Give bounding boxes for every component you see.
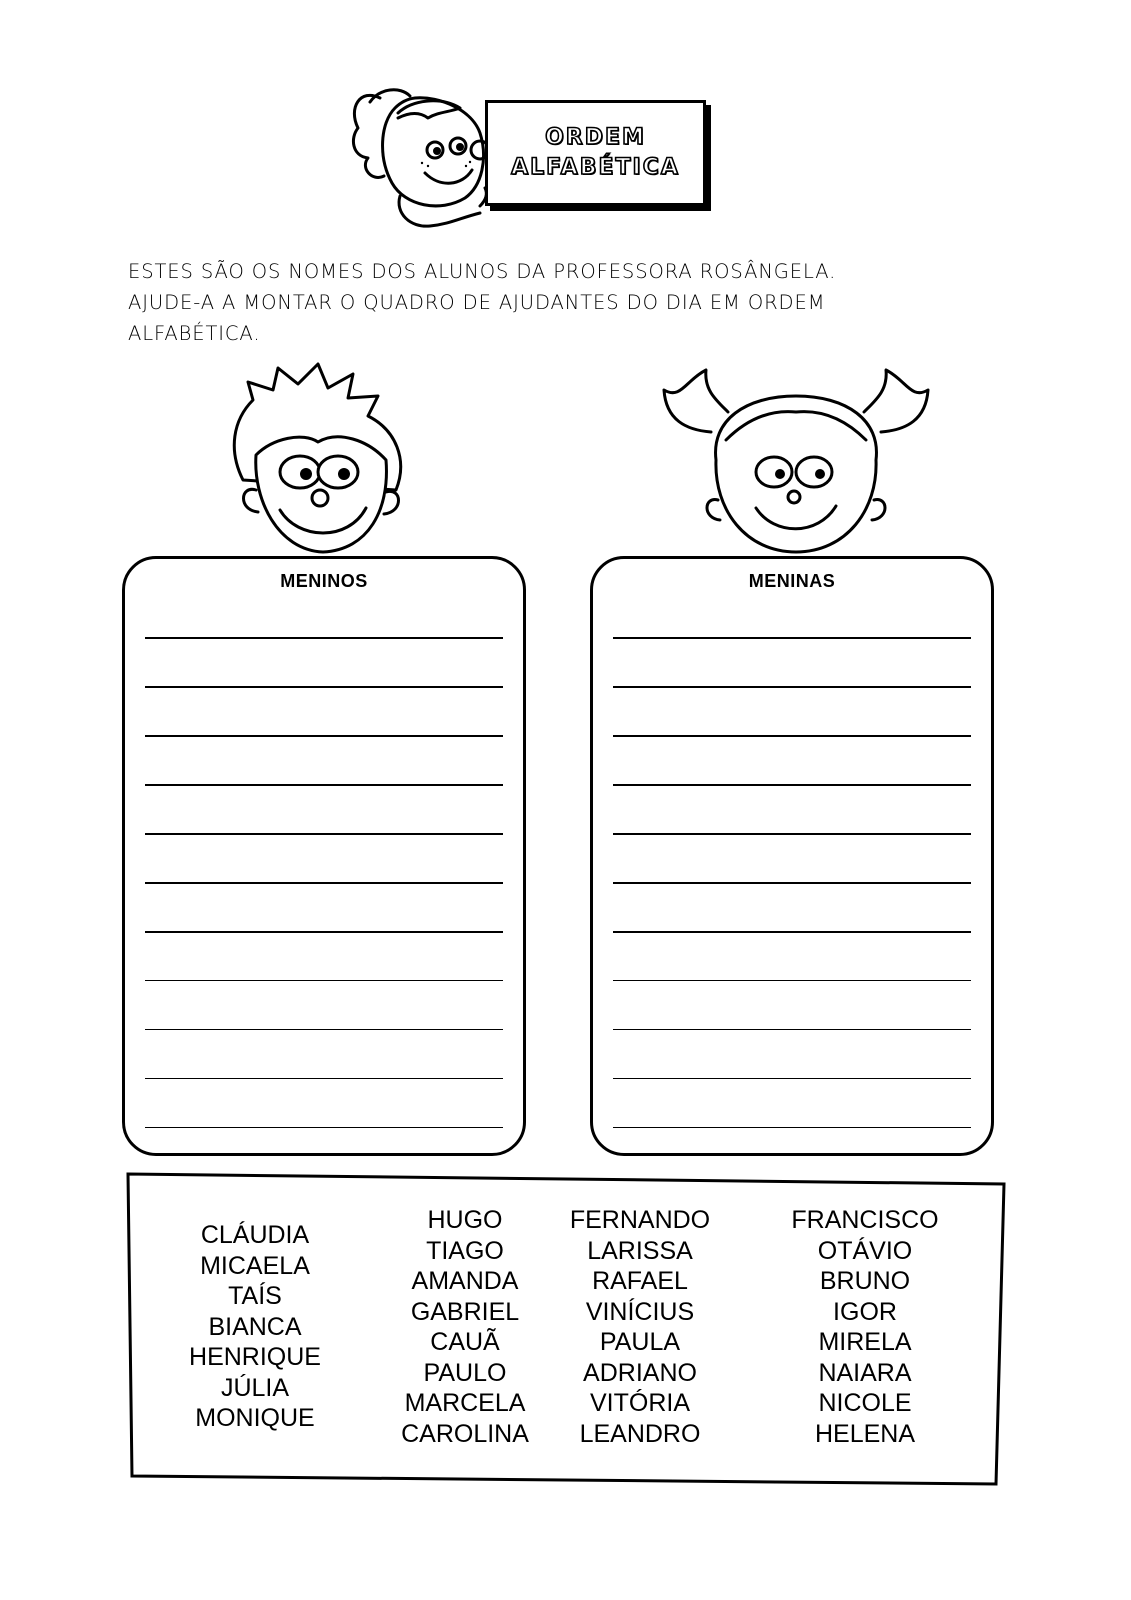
student-name: HUGO — [427, 1206, 503, 1234]
girl-face-illustration — [656, 360, 936, 560]
names-column-3 — [550, 1205, 730, 1449]
title-sign — [485, 100, 706, 206]
writing-line[interactable] — [613, 686, 971, 688]
names-column-1 — [160, 1220, 350, 1434]
student-name: IGOR — [833, 1297, 897, 1326]
student-name: CLÁUDIA — [200, 1221, 310, 1249]
student-name: TIAGO — [426, 1236, 504, 1265]
girls-title: MENINAS — [748, 571, 836, 591]
student-name: MONIQUE — [195, 1404, 315, 1432]
writing-line[interactable] — [613, 882, 971, 884]
girls-writing-lines — [613, 637, 971, 1176]
student-name: TAÍS — [228, 1282, 282, 1310]
student-name: RAFAEL — [592, 1267, 688, 1295]
student-name: ADRIANO — [583, 1358, 697, 1387]
title-line-2: ALFABÉTICA — [511, 155, 680, 180]
writing-line[interactable] — [613, 833, 971, 835]
instruction-line: ESTES SÃO OS NOMES DOS ALUNOS DA PROFESSORA ROSÂNGELA. — [128, 260, 837, 283]
student-name: FRANCISCO — [791, 1206, 939, 1234]
student-name: VITÓRIA — [589, 1389, 690, 1417]
student-name: FERNANDO — [569, 1206, 711, 1234]
student-name: PAULO — [423, 1358, 507, 1387]
writing-line[interactable] — [145, 1029, 503, 1031]
student-name: MARCELA — [404, 1389, 526, 1417]
student-name: MIRELA — [818, 1328, 912, 1356]
instructions — [128, 256, 1008, 349]
names-column-4 — [765, 1205, 965, 1449]
writing-line[interactable] — [145, 1078, 503, 1080]
writing-line[interactable] — [145, 784, 503, 786]
writing-line[interactable] — [145, 931, 503, 933]
writing-line[interactable] — [613, 931, 971, 933]
boy-face-illustration — [218, 360, 418, 560]
student-name: OTÁVIO — [817, 1236, 913, 1265]
writing-line[interactable] — [613, 1127, 971, 1129]
student-name: VINÍCIUS — [585, 1297, 695, 1326]
writing-line[interactable] — [145, 882, 503, 884]
writing-line[interactable] — [613, 637, 971, 639]
student-name: HELENA — [814, 1419, 916, 1448]
title-line-1: ORDEM — [545, 125, 646, 150]
names-box — [120, 1170, 1010, 1490]
student-name: PAULA — [599, 1328, 681, 1356]
writing-line[interactable] — [145, 637, 503, 639]
girls-list-card — [590, 556, 994, 1156]
student-name: LARISSA — [587, 1236, 693, 1265]
boys-writing-lines — [145, 637, 503, 1176]
writing-line[interactable] — [145, 1127, 503, 1129]
writing-line[interactable] — [613, 1078, 971, 1080]
student-name: BRUNO — [819, 1267, 911, 1295]
student-name: CAUÃ — [430, 1328, 500, 1356]
student-name: LEANDRO — [579, 1419, 701, 1448]
writing-line[interactable] — [613, 735, 971, 737]
student-name: BIANCA — [208, 1312, 302, 1341]
student-name: CAROLINA — [401, 1419, 529, 1448]
student-name: NAIARA — [818, 1358, 912, 1387]
writing-line[interactable] — [145, 735, 503, 737]
student-name: MICAELA — [200, 1251, 310, 1280]
names-column-2 — [370, 1205, 560, 1449]
writing-line[interactable] — [145, 686, 503, 688]
student-name: HENRIQUE — [189, 1343, 321, 1371]
student-name: JÚLIA — [220, 1373, 290, 1402]
instruction-line: AJUDE-A A MONTAR O QUADRO DE AJUDANTES DO DIA EM ORDEM — [128, 291, 826, 314]
boys-title: MENINOS — [280, 571, 368, 591]
student-name: AMANDA — [411, 1267, 519, 1295]
boys-list-card — [122, 556, 526, 1156]
student-name: GABRIEL — [410, 1297, 520, 1326]
writing-line[interactable] — [613, 784, 971, 786]
writing-line[interactable] — [613, 980, 971, 982]
writing-line[interactable] — [145, 833, 503, 835]
instruction-line: ALFABÉTICA. — [128, 322, 261, 345]
writing-line[interactable] — [145, 980, 503, 982]
writing-line[interactable] — [613, 1029, 971, 1031]
student-name: NICOLE — [818, 1389, 912, 1417]
